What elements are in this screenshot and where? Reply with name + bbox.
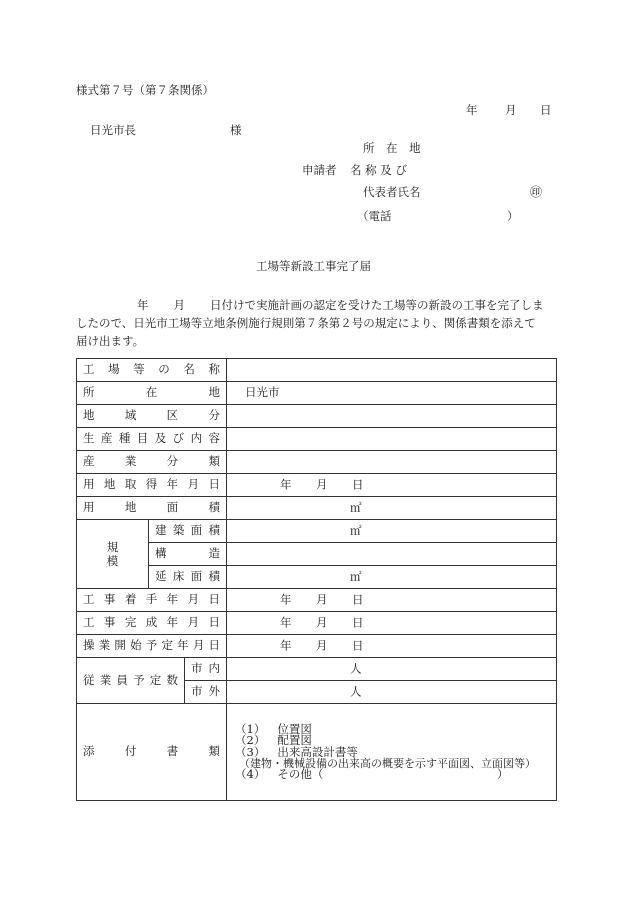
unit-month: 月 <box>316 477 328 492</box>
row-start-date <box>77 589 557 612</box>
label-start-date: 工事着手年月日 <box>77 589 227 612</box>
attachment-other <box>235 769 548 781</box>
unit-day: 日 <box>352 477 364 492</box>
attachment-number: （3） <box>235 744 266 759</box>
unit-year: 年 <box>280 615 292 630</box>
body-line-3: 届け出ます。 <box>76 334 145 348</box>
seal-mark: ㊞ <box>530 185 543 199</box>
label-location: 所在地 <box>77 382 227 405</box>
row-employees-inside <box>77 658 557 681</box>
unit-year: 年 <box>280 638 292 653</box>
label-inside-city: 市内 <box>185 658 227 681</box>
attachment-text: 位置図 <box>277 721 312 736</box>
value-zone[interactable] <box>227 405 557 428</box>
unit-sqm: ㎡ <box>350 523 362 538</box>
attachments-list <box>227 704 557 801</box>
row-structure <box>77 543 557 566</box>
unit-day: 日 <box>352 592 364 607</box>
row-factory-name <box>77 359 557 382</box>
row-attachments <box>77 704 557 801</box>
row-products <box>77 428 557 451</box>
label-structure: 構造 <box>149 543 227 566</box>
row-operation-date <box>77 635 557 658</box>
row-floor-area <box>77 566 557 589</box>
unit-day: 日 <box>352 615 364 630</box>
value-employees-outside[interactable] <box>227 681 557 704</box>
row-building-area <box>77 520 557 543</box>
applicant-role-label: 申請者 <box>302 163 337 177</box>
date-month-label: 月 <box>505 103 517 117</box>
label-scale-text: 規模 <box>106 540 119 568</box>
label-attachments: 添付書類 <box>77 704 227 801</box>
form-table <box>76 358 557 801</box>
attachment-number: （2） <box>235 733 266 747</box>
attachment-note: （建物・機械設備の出来高の概要を示す平面図、立面図等） <box>239 757 537 770</box>
body-paragraph <box>76 296 560 350</box>
phone-close-paren: ） <box>507 209 519 223</box>
label-complete-date: 工事完成年月日 <box>77 612 227 635</box>
value-location[interactable]: 日光市 <box>227 382 557 405</box>
body-month: 月 <box>173 298 185 312</box>
value-products[interactable] <box>227 428 557 451</box>
date-year-label: 年 <box>466 103 478 117</box>
value-start-date[interactable] <box>227 589 557 612</box>
label-building-area: 建築面積 <box>149 520 227 543</box>
unit-month: 月 <box>316 615 328 630</box>
unit-year: 年 <box>280 592 292 607</box>
label-industry: 産業分類 <box>77 451 227 474</box>
row-industry <box>77 451 557 474</box>
body-line-1-rest: 日付けで実施計画の認定を受けた工場等の新設の工事を完了しま <box>210 298 544 312</box>
attachment-other-close: ） <box>497 767 509 781</box>
unit-sqm: ㎡ <box>350 569 362 584</box>
body-line-1 <box>76 296 560 314</box>
unit-person: 人 <box>350 684 362 699</box>
row-location <box>77 382 557 405</box>
applicant-address-label: 所 在 地 <box>363 141 421 155</box>
label-employees: 従業員予定数 <box>77 658 185 704</box>
phone-label: （電話 <box>357 209 392 223</box>
attachment-number: （1） <box>235 721 266 736</box>
value-operation-date[interactable] <box>227 635 557 658</box>
label-products: 生産種目及び内容 <box>77 428 227 451</box>
body-line-2: したので、日光市工場等立地条例施行規則第７条第２号の規定により、関係書類を添えて <box>76 316 536 330</box>
row-land-area <box>77 497 557 520</box>
unit-day: 日 <box>352 638 364 653</box>
attachment-other-text: その他（ <box>277 767 324 781</box>
applicant-name-label: 名 称 及 び <box>350 163 407 177</box>
unit-month: 月 <box>316 592 328 607</box>
applicant-representative-label: 代表者氏名 <box>363 185 421 199</box>
addressee-honorific: 様 <box>230 123 242 137</box>
body-year: 年 <box>137 298 149 312</box>
label-land-area: 用地面積 <box>77 497 227 520</box>
value-employees-inside[interactable] <box>227 658 557 681</box>
value-factory-name[interactable] <box>227 359 557 382</box>
value-land-date[interactable] <box>227 474 557 497</box>
date-day-label: 日 <box>540 103 552 117</box>
addressee: 日光市長 <box>90 123 136 137</box>
document-title: 工場等新設工事完了届 <box>256 259 371 273</box>
value-structure[interactable] <box>227 543 557 566</box>
value-building-area[interactable] <box>227 520 557 543</box>
value-floor-area[interactable] <box>227 566 557 589</box>
form-number: 様式第７号（第７条関係） <box>76 83 214 97</box>
row-zone <box>77 405 557 428</box>
label-factory-name: 工場等の名称 <box>77 359 227 382</box>
label-floor-area: 延床面積 <box>149 566 227 589</box>
label-zone: 地域区分 <box>77 405 227 428</box>
unit-sqm: ㎡ <box>350 500 362 515</box>
value-complete-date[interactable] <box>227 612 557 635</box>
unit-month: 月 <box>316 638 328 653</box>
attachment-number: （4） <box>235 767 266 781</box>
attachment-text: 配置図 <box>277 733 312 747</box>
row-land-date <box>77 474 557 497</box>
unit-year: 年 <box>280 477 292 492</box>
value-industry[interactable] <box>227 451 557 474</box>
label-outside-city: 市外 <box>185 681 227 704</box>
unit-person: 人 <box>350 661 362 676</box>
label-land-date: 用地取得年月日 <box>77 474 227 497</box>
label-scale <box>77 520 149 589</box>
label-operation-date: 操業開始予定年月日 <box>77 635 227 658</box>
row-complete-date <box>77 612 557 635</box>
value-land-area[interactable] <box>227 497 557 520</box>
attachment-text: 出来高設計書等 <box>277 744 358 759</box>
